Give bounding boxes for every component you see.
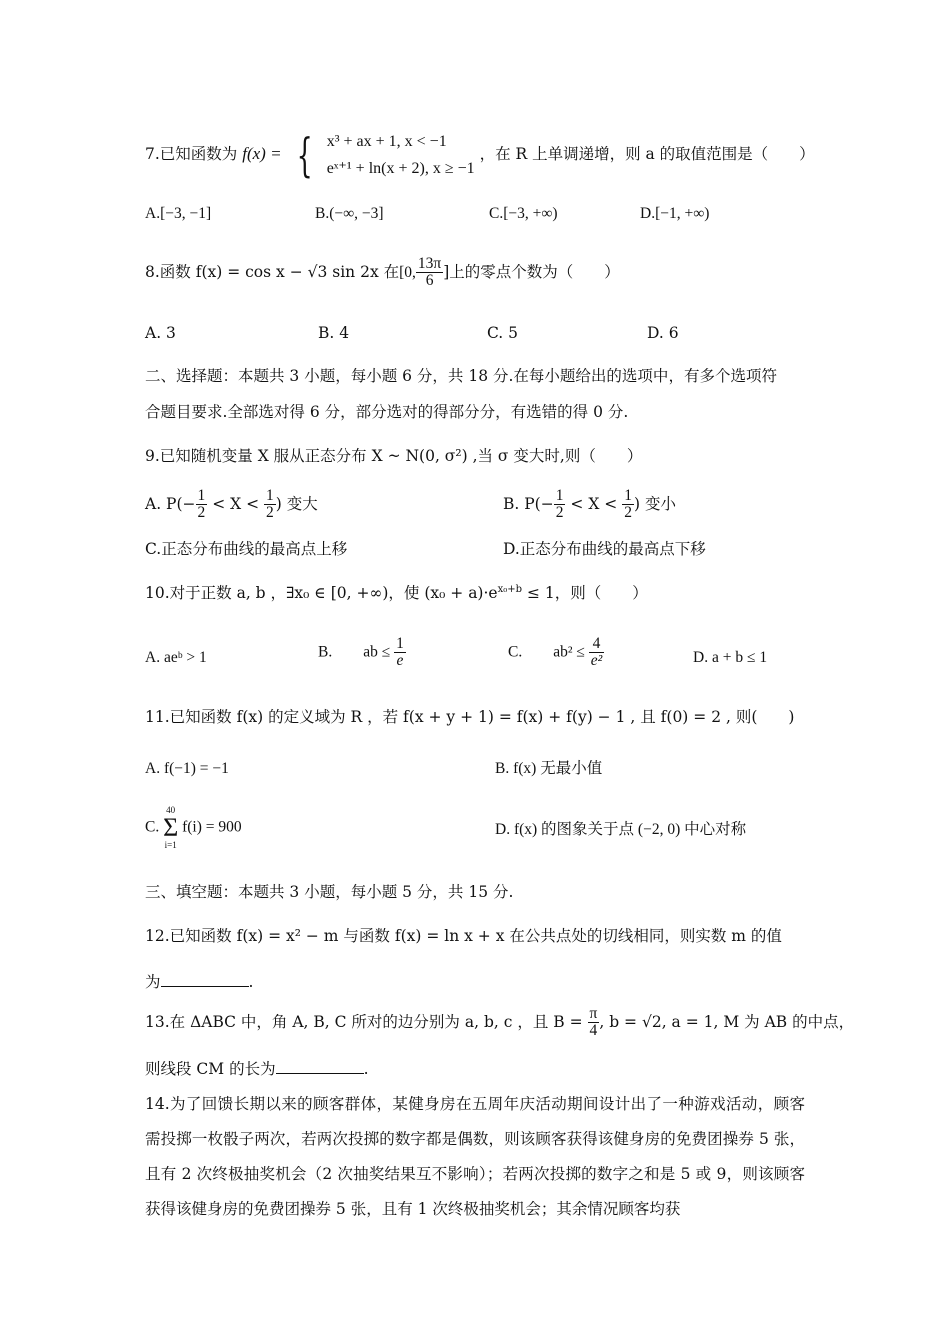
section2-line2: 合题目要求.全部选对得 6 分，部分选对的得部分分，有选错的得 0 分. <box>145 403 629 421</box>
q10-stem <box>145 585 648 602</box>
q13-frac <box>588 1006 600 1040</box>
q10-c-frac <box>589 636 605 670</box>
sum-sym: Σ <box>163 813 179 842</box>
q10-text: 10.对于正数 a, b ，∃x₀ ∈ [0, +∞)，使 (x₀ + a)·e <box>145 584 498 603</box>
frac-den: 2 <box>624 504 632 522</box>
q7-case1: x³ + ax + 1, x < −1 <box>326 133 447 150</box>
q7-option-d: D.[−1, +∞) <box>640 205 710 222</box>
q11-c-pre: C. <box>145 818 160 836</box>
q9-b-frac1 <box>554 488 566 522</box>
frac-num: 1 <box>266 487 274 504</box>
q13-line2-pre: 则线段 CM 的长为 <box>145 1060 276 1078</box>
q7-func: f(x) = <box>242 144 282 164</box>
q10-option-c <box>508 636 604 670</box>
frac-den: 4 <box>589 1022 598 1040</box>
frac-num: 4 <box>589 636 605 653</box>
q9-a-post: ) 变大 <box>275 494 318 513</box>
q10-option-d: D. a + b ≤ 1 <box>693 649 768 666</box>
frac-den: e <box>396 652 404 670</box>
q9-b-post: ) 变小 <box>633 494 676 513</box>
q10-option-b <box>318 636 406 670</box>
section2-line1: 二、选择题：本题共 3 小题，每小题 6 分，共 18 分.在每小题给出的选项中，有多个选项符 <box>145 367 777 385</box>
frac-num: 1 <box>624 487 632 504</box>
q8-fraction <box>416 256 443 290</box>
q10-c-pre: C. ab² ≤ <box>508 643 585 661</box>
frac-num: 1 <box>197 487 206 504</box>
q12-line1: 12.已知函数 f(x) = x² − m 与函数 f(x) = ln x + x 在公共点处的切线相同，则实数 m 的值 <box>145 927 782 945</box>
q8-interval-left: [0, <box>399 263 416 281</box>
q8-option-a: A. 3 <box>145 324 176 342</box>
q10-text-end: ≤ 1，则（ ） <box>522 584 648 603</box>
q10-exp: x₀+b <box>497 584 523 595</box>
q11-option-d: D. f(x) 的图象关于点 (−2, 0) 中心对称 <box>495 821 747 838</box>
q7-case2: eˣ⁺¹ + ln(x + 2), x ≥ −1 <box>326 160 475 178</box>
q11-option-a: A. f(−1) = −1 <box>145 760 229 777</box>
q7-option-a: A.[−3, −1] <box>145 205 212 222</box>
q7-suffix: ，在 R 上单调递增，则 a 的取值范围是（ ） <box>479 145 815 164</box>
q9-a-mid: < X < <box>212 494 260 513</box>
q14-paragraph: 14.为了回馈长期以来的顾客群体，某健身房在五周年庆活动期间设计出了一种游戏活动，顾客需投掷一枚骰子两次，若两次投掷的数字都是偶数，则该顾客获得该健身房的免费团操券 5 张，且有 2 次终极抽奖机会（2 次抽奖结果互不影响）；若两次投掷的数字之和是 5 或 9，则该顾客获得该健身房的免费团操券 5 张，且有 1 次终极抽奖机会；其余情况顾客均获 <box>145 1095 805 1218</box>
q8-text: 8.函数 f(x) = cos x − √3 sin 2x 在 <box>145 262 400 281</box>
q8-suffix: ]上的零点个数为（ ） <box>443 262 620 281</box>
frac-den: 2 <box>197 504 206 522</box>
q8-option-b: B. 4 <box>318 324 350 342</box>
frac-num: π <box>589 1005 598 1022</box>
q13-pre: 13.在 ΔABC 中，角 A, B, C 所对的边分别为 a, b, c ，且 B = <box>145 1012 583 1031</box>
q8-option-c: C. 5 <box>487 324 519 342</box>
q12-line2-post: . <box>248 973 254 991</box>
frac-num: 1 <box>555 487 564 504</box>
q9-option-a <box>145 488 318 522</box>
q7-stem <box>145 128 815 182</box>
q11-option-c <box>145 806 242 850</box>
q13-line2 <box>145 1059 369 1078</box>
q9-option-b <box>503 488 676 522</box>
q8-frac-den: 6 <box>425 272 434 290</box>
q10-b-frac <box>394 636 406 670</box>
q11-c-post: f(i) = 900 <box>182 818 242 836</box>
q13-answer-blank[interactable] <box>276 1059 364 1074</box>
piecewise-brace-icon: { <box>297 128 314 183</box>
q9-b-frac2 <box>622 488 634 522</box>
q9-option-c: C.正态分布曲线的最高点上移 <box>145 540 348 558</box>
q7-prefix: 7.已知函数为 <box>145 145 238 164</box>
q12-answer-blank[interactable] <box>161 972 249 987</box>
q9-b-mid: < X < <box>570 494 618 513</box>
q13-post: , b = √2, a = 1, M 为 AB 的中点， <box>599 1012 855 1031</box>
q9-b-pre: B. P(− <box>503 494 554 513</box>
frac-den: 2 <box>555 504 564 522</box>
q12-line2-pre: 为 <box>145 973 161 991</box>
q7-option-b: B.(−∞, −3] <box>315 205 384 222</box>
frac-den: e² <box>590 652 603 670</box>
q9-a-pre: A. P(− <box>145 494 196 513</box>
summation-icon <box>163 806 178 850</box>
q7-cases <box>327 128 475 182</box>
q10-option-a: A. aeᵇ > 1 <box>145 649 207 666</box>
q8-frac-num: 13π <box>417 255 442 272</box>
frac-num: 1 <box>396 635 404 652</box>
q11-option-b: B. f(x) 无最小值 <box>495 760 603 777</box>
q8-stem <box>145 256 620 290</box>
section3-heading: 三、填空题：本题共 3 小题，每小题 5 分，共 15 分. <box>145 883 514 901</box>
q12-line2 <box>145 972 253 991</box>
q11-stem: 11.已知函数 f(x) 的定义域为 R ，若 f(x + y + 1) = f(x) + f(y) − 1 , 且 f(0) = 2 , 则( ) <box>145 708 795 726</box>
sum-top: 40 <box>166 805 176 815</box>
q9-a-frac1 <box>196 488 208 522</box>
sum-bot: i=1 <box>164 840 177 850</box>
q9-option-d: D.正态分布曲线的最高点下移 <box>503 540 706 558</box>
q10-b-pre: B. ab ≤ <box>318 643 391 661</box>
q13-line2-post: . <box>363 1060 369 1078</box>
q7-option-c: C.[−3, +∞) <box>489 205 558 222</box>
frac-den: 2 <box>266 504 274 522</box>
q9-a-frac2 <box>264 488 276 522</box>
q8-option-d: D. 6 <box>647 324 679 342</box>
q13-line1 <box>145 1006 854 1040</box>
q9-stem: 9.已知随机变量 X 服从正态分布 X ~ N(0, σ²) ,当 σ 变大时,则（ ） <box>145 447 643 465</box>
